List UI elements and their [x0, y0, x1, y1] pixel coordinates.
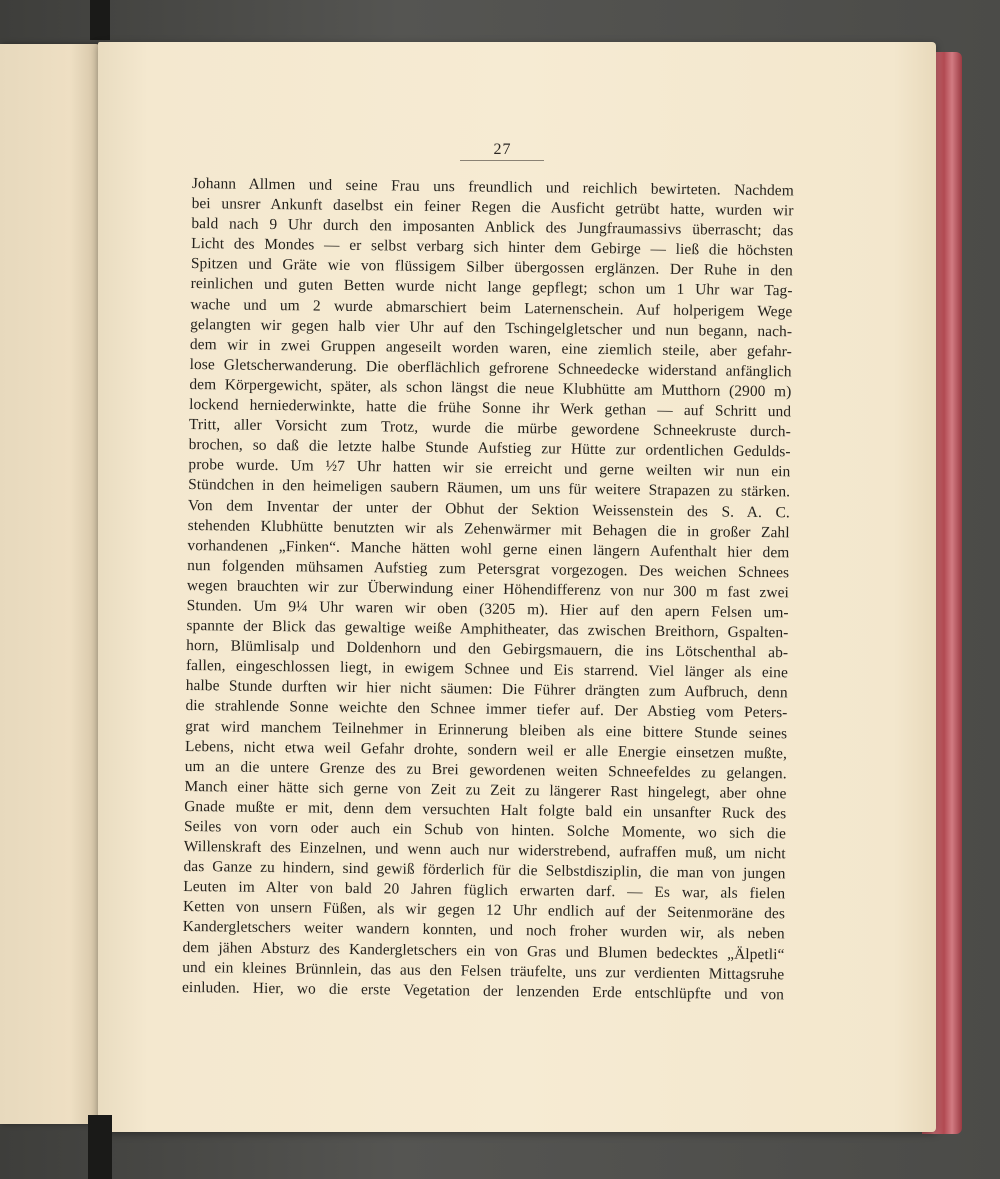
text-line: lockend herniederwinkte, hatte die frühe Sonne ihr Werk gethan — auf Schritt und	[189, 396, 792, 421]
text-line: dem wir in zwei Gruppen angeseilt worden waren, eine ziemlich steile, aber gefahr-	[189, 335, 792, 361]
text-line: Leuten im Alter von bald 20 Jahren füglich erwarten darf. — Es war, als fielen	[183, 878, 786, 903]
text-line: Von dem Inventar der unter der Obhut der Sektion Weissenstein des S. A. C.	[187, 496, 791, 521]
text-line: stehenden Klubhütte benutzten wir als Zehenwärmer mit Behagen die in großer Zahl	[187, 516, 790, 541]
text-line: Tritt, aller Vorsicht zum Trotz, wurde die mürbe gewordene Schneekruste durch-	[188, 416, 791, 441]
text-line: Manch einer hätte sich gerne von Zeit zu Zeit zu längerer Rast hingelegt, aber ohne	[184, 777, 787, 803]
text-line: lose Gletscherwanderung. Die oberflächlich gefrorene Schneedecke widerstand anfänglich	[189, 355, 792, 381]
text-line: Spitzen und Gräte wie von flüssigem Silber übergossen erglänzen. Der Ruhe in den	[190, 255, 793, 280]
text-line: bei unsrer Ankunft daselbst ein feiner Regen die Ausficht getrübt hatte, wurden wir	[191, 195, 794, 220]
bookmark-ribbon-top	[90, 0, 110, 40]
text-line: einluden. Hier, wo die erste Vegetation der lenzenden Erde entschlüpfte und von	[181, 978, 785, 1004]
text-line: Kandergletschers weiter wandern konnten, und noch froher wurden wir, als neben	[182, 918, 785, 943]
text-line: das Ganze zu hindern, sind gewiß förderlich für die Selbstdisziplin, die man von jungen	[183, 858, 786, 883]
text-line: reinlichen und guten Betten wurde nicht lange gepflegt; schon um 1 Uhr war Tag-	[190, 275, 793, 300]
text-line: spannte der Blick das gewaltige weiße Amphitheater, das zwischen Breithorn, Gspalten-	[186, 617, 789, 642]
text-line: Stunden. Um 9¼ Uhr waren wir oben (3205 m). Hier auf den apern Felsen um-	[186, 596, 789, 622]
text-line: gelangten wir gegen halb vier Uhr auf den Tschingelgletscher und nun begann, nach-	[190, 315, 793, 340]
page-number: 27	[493, 141, 512, 158]
text-line: dem Körpergewicht, später, als schon längst die neue Klubhütte am Mutthorn (2900 m)	[189, 375, 792, 401]
bookmark-ribbon-bottom	[88, 1115, 112, 1179]
text-line: Stündchen in den heimeligen saubern Räumen, um uns für weitere Strapazen zu stärken.	[188, 476, 791, 501]
text-line: und ein kleines Brünnlein, das aus den Felsen träufelte, uns zur verdienten Mittagsruhe	[182, 958, 785, 983]
text-line: vorhandenen „Finken“. Manche hätten wohl gerne einen längern Aufenthalt hier dem	[187, 536, 790, 562]
text-line: bald nach 9 Uhr durch den imposanten Anblick des Jungfraumassivs überrascht; das	[191, 215, 794, 240]
text-line: wegen brauchten wir zur Überwindung einer Höhendifferenz von nur 300 m fast zwei	[186, 576, 790, 602]
text-line: Seiles von vorn oder auch ein Schub von hinten. Solche Momente, wo sich die	[183, 817, 787, 843]
header-rule	[460, 160, 544, 161]
body-text	[182, 174, 794, 1005]
text-line: dem jähen Absturz des Kandergletschers ein von Gras und Blumen bedecktes „Älpetli“	[182, 938, 785, 963]
text-line: fallen, eingeschlossen liegt, in ewigem Schnee und Eis starrend. Viel länger als eine	[185, 657, 789, 682]
text-line: die strahlende Sonne weichte den Schnee immer tiefer auf. Der Abstieg vom Peters-	[185, 697, 788, 722]
text-line: Licht des Mondes — er selbst verbarg sich hinter dem Gebirge — ließ die höchsten	[191, 235, 794, 260]
text-line: Johann Allmen und seine Frau uns freundlich und reichlich bewirteten. Nachdem	[191, 174, 794, 200]
text-line: halbe Stunde durften wir hier nicht säumen: Die Führer drängten zum Aufbruch, denn	[185, 677, 788, 702]
text-line: probe wurde. Um ½7 Uhr hatten wir sie erreicht und gerne weilten wir nun ein	[188, 456, 791, 481]
text-line: Gnade mußte er mit, denn dem versuchten Halt folgte bald ein unsanfter Ruck des	[184, 797, 787, 823]
text-line: grat wird manchem Teilnehmer in Erinnerung bleiben als eine bittere Stunde seines	[185, 717, 788, 742]
text-line: Willenskraft des Einzelnen, und wenn auch nur widerstrebend, aufraffen muß, um nicht	[183, 838, 786, 863]
text-line: brochen, so daß die letzte halbe Stunde Aufstieg zur Hütte zur ordentlichen Gedulds-	[188, 436, 791, 461]
text-line: nun folgenden mühsamen Aufstieg zum Petersgrat vorgezogen. Des weichen Schnees	[187, 556, 790, 582]
text-line: wache und um 2 wurde abmarschiert beim Laternenschein. Auf holperigem Wege	[190, 295, 793, 320]
text-line: horn, Blümlisalp und Doldenhorn und den Gebirgsmauern, die ins Lötschenthal ab-	[186, 637, 789, 662]
text-line: um an die untere Grenze des zu Brei gewordenen weiten Schneefeldes zu gelangen.	[184, 757, 787, 783]
left-page-edge	[0, 44, 100, 1124]
text-line: Lebens, nicht etwa weil Gefahr drohte, sondern weil er alle Energie einsetzen mußte,	[184, 737, 788, 762]
text-line: Ketten von unsern Füßen, als wir gegen 12 Uhr endlich auf der Seitenmoräne des	[182, 898, 786, 923]
